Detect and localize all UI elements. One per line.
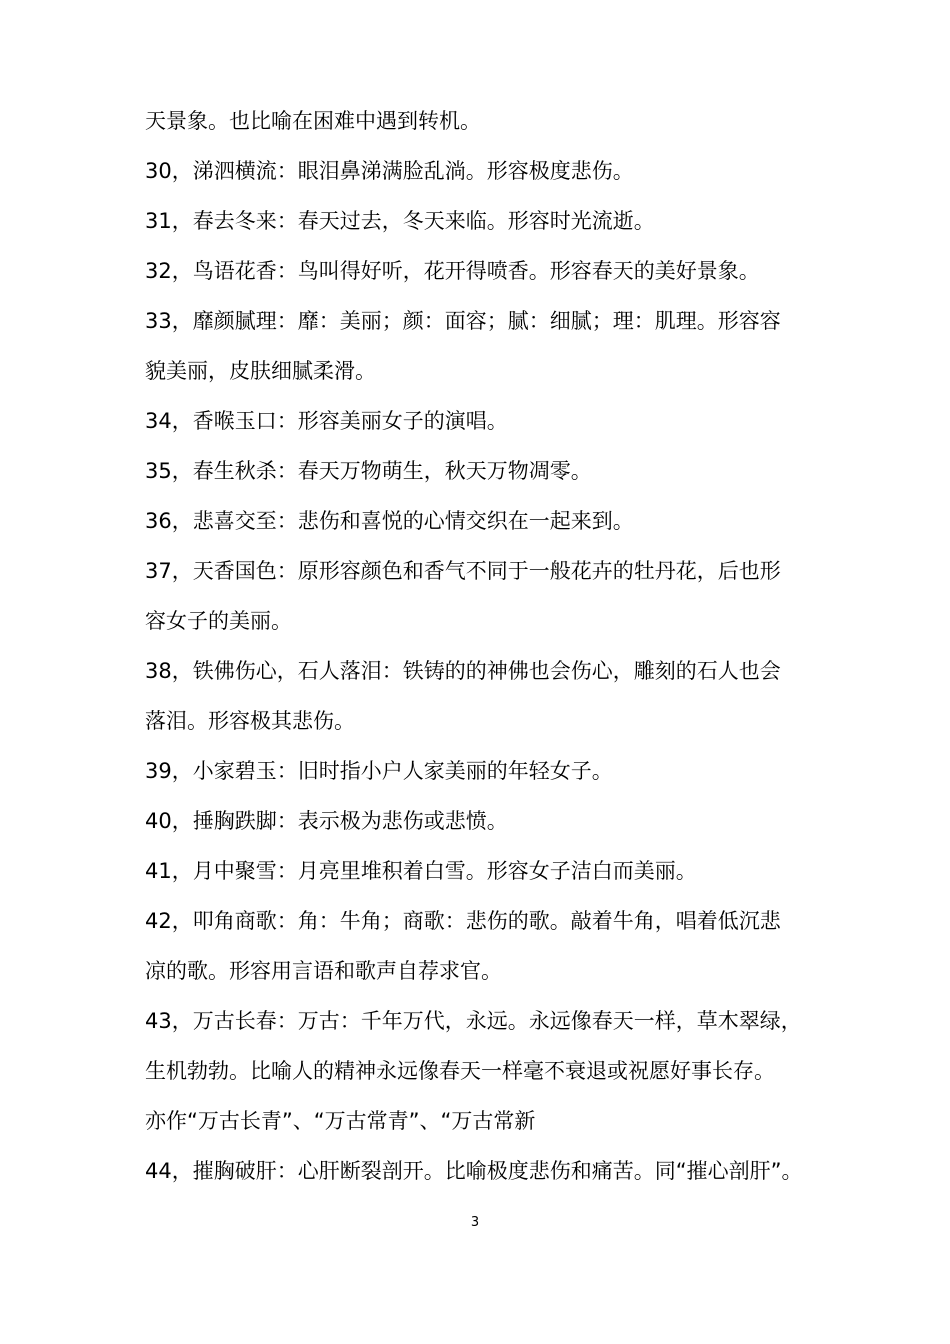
text-line: 42，叩角商歌：角：牛角；商歌：悲伤的歌。敲着牛角，唱着低沉悲 (145, 909, 781, 933)
text-line: 37，天香国色：原形容颜色和香气不同于一般花卉的牡丹花，后也形 (145, 559, 781, 583)
text-line: 33，靡颜腻理：靡：美丽；颜：面容；腻：细腻；理：肌理。形容容 (145, 309, 781, 333)
text-line: 生机勃勃。比喻人的精神永远像春天一样毫不衰退或祝愿好事长存。 (145, 1059, 775, 1083)
text-line: 貌美丽，皮肤细腻柔滑。 (145, 359, 376, 383)
text-line: 凉的歌。形容用言语和歌声自荐求官。 (145, 959, 502, 983)
text-line: 31，春去冬来：春天过去，冬天来临。形容时光流逝。 (145, 209, 655, 233)
text-line: 39，小家碧玉：旧时指小户人家美丽的年轻女子。 (145, 759, 613, 783)
document-body (145, 104, 825, 1204)
text-line: 天景象。也比喻在困难中遇到转机。 (145, 109, 481, 133)
text-line: 32，鸟语花香：鸟叫得好听，花开得喷香。形容春天的美好景象。 (145, 259, 760, 283)
text-line: 44，摧胸破肝：心肝断裂剖开。比喻极度悲伤和痛苦。同“摧心剖肝”。 (145, 1159, 803, 1183)
text-line: 35，春生秋杀：春天万物萌生，秋天万物凋零。 (145, 459, 592, 483)
text-line: 容女子的美丽。 (145, 609, 292, 633)
text-line: 43，万古长春：万古：千年万代，永远。永远像春天一样，草木翠绿， (145, 1009, 802, 1033)
text-line: 落泪。形容极其悲伤。 (145, 709, 355, 733)
text-line: 41，月中聚雪：月亮里堆积着白雪。形容女子洁白而美丽。 (145, 859, 697, 883)
text-line: 30，涕泗横流：眼泪鼻涕满脸乱淌。形容极度悲伤。 (145, 159, 634, 183)
page-number: 3 (470, 1215, 480, 1230)
text-line: 40，捶胸跌脚：表示极为悲伤或悲愤。 (145, 809, 508, 833)
text-line: 34，香喉玉口：形容美丽女子的演唱。 (145, 409, 508, 433)
text-line: 亦作“万古长青”、“万古常青”、“万古常新 (145, 1109, 536, 1133)
text-line: 36，悲喜交至：悲伤和喜悦的心情交织在一起来到。 (145, 509, 634, 533)
text-line: 38，铁佛伤心，石人落泪：铁铸的的神佛也会伤心，雕刻的石人也会 (145, 659, 781, 683)
